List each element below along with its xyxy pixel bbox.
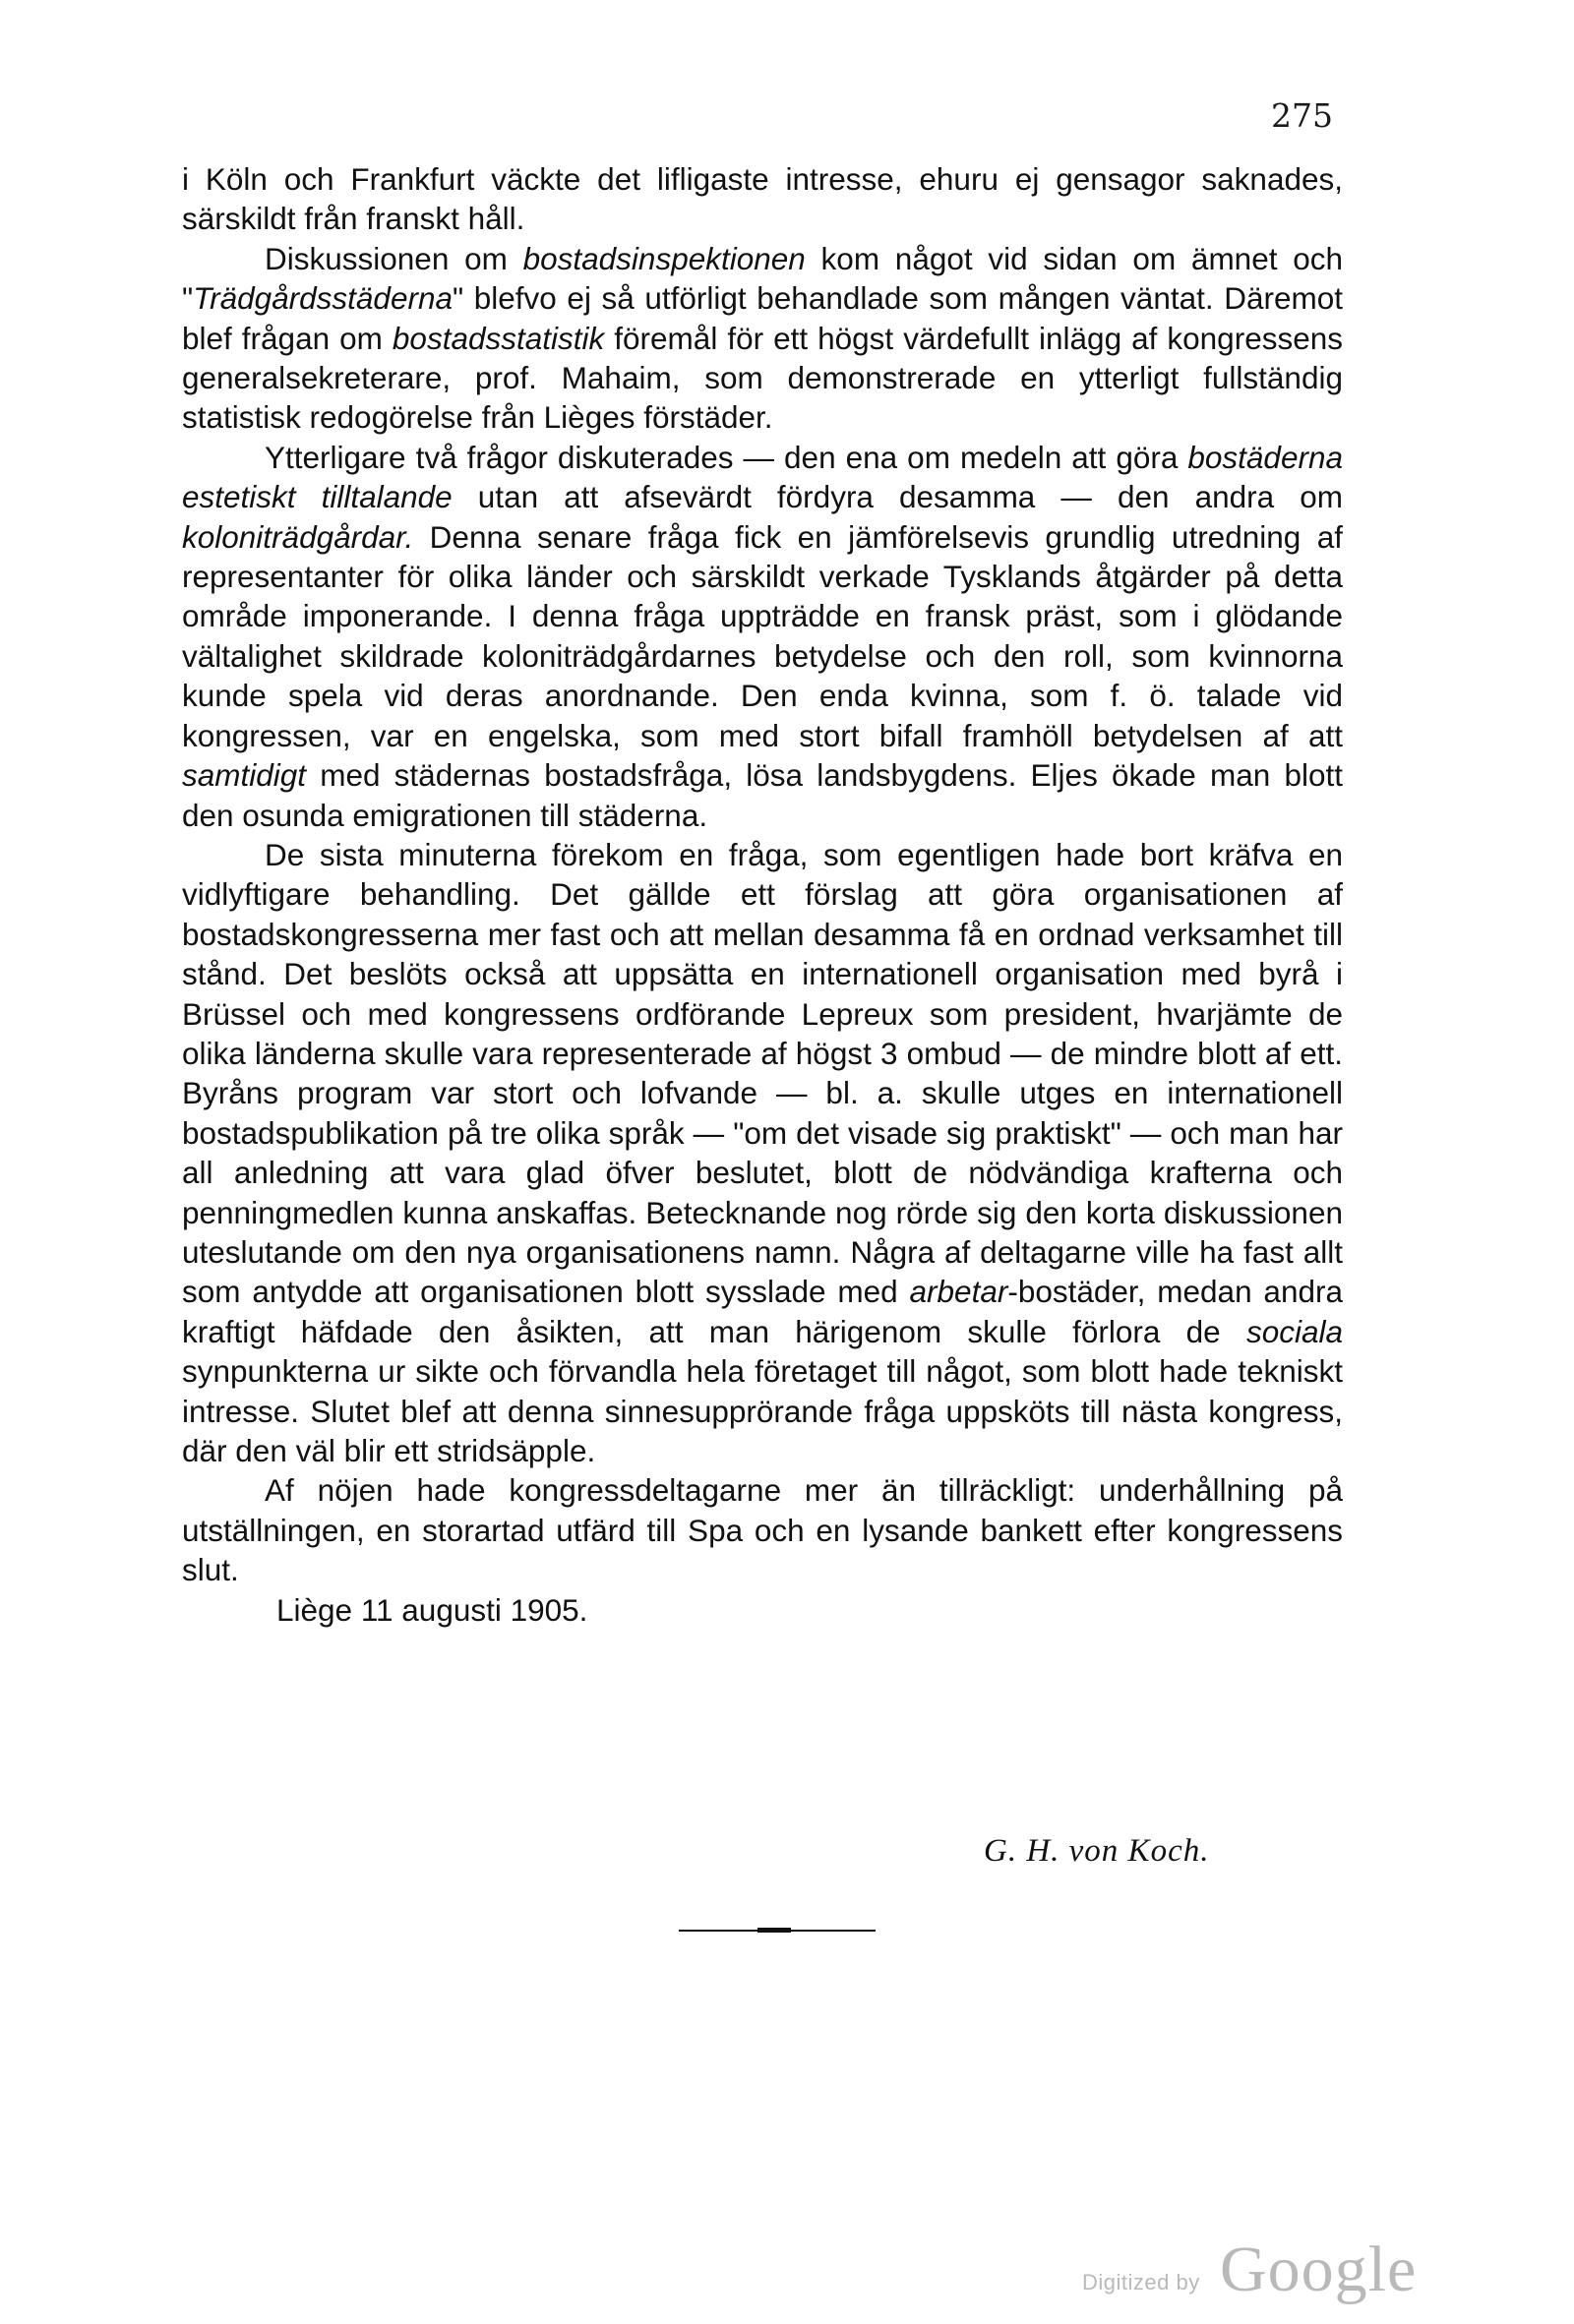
dateline-row	[182, 1590, 1343, 1630]
italic-text: arbetar	[909, 1274, 1008, 1310]
italic-text: Trädgårdsstäderna	[193, 280, 453, 317]
page-number: 275	[1271, 96, 1333, 135]
text-run: Af nöjen hade kongressdeltagarne mer än tillräckligt: underhållning på utställningen, en storartad utfärd till Spa och en lysande bankett efter kongressens slut.	[182, 1472, 1343, 1588]
text-run: Diskussionen om	[265, 240, 523, 276]
watermark-prefix: Digitized by	[1082, 2270, 1200, 2294]
italic-text: bostadsstatistik	[392, 320, 605, 356]
italic-text: samtidigt	[182, 757, 307, 794]
divider-ornament	[757, 1928, 791, 1933]
paragraph	[182, 239, 1343, 438]
paragraph	[182, 438, 1343, 835]
article-body	[182, 159, 1343, 1630]
paragraph	[182, 159, 1343, 239]
text-run: i Köln och Frankfurt väckte det lifligaste intresse, ehuru ej gensagor saknades, särskildt från franskt håll.	[182, 161, 1343, 237]
text-run: Ytterligare två frågor diskuterades — den ena om medeln att göra	[265, 439, 1188, 475]
text-run: utan att afsevärdt fördyra desamma — den andra om	[452, 479, 1344, 515]
text-run: De sista minuterna förekom en fråga, som egentligen hade bort kräfva en vidlyftigare behandling. Det gällde ett förslag att göra organisationen af bostadskongresserna mer fast och att mellan desamma få en ordnad verksamhet till stånd. Det beslöts också att uppsätta en internationell organisation med byrå i Brüssel och med kongressens ordförande Lepreux som president, hvarjämte de olika länderna skulle vara representerade af högst 3 ombud — de mindre blott af ett. Byråns program var stort och lofvande — bl. a. skulle utges en internationell bostadspublikation på tre olika språk — "om det visade sig praktiskt" — och man har all anledning att vara glad öfver beslutet, blott de nödvändiga krafterna och penningmedlen kunna anskaffas. Betecknande nog rörde sig den korta diskussionen uteslutande om den nya organisationens namn. Några af deltagarne ville ha fast allt som antydde att organisationen blott sysslade med	[182, 836, 1343, 1310]
text-run: synpunkterna ur sikte och förvandla hela företaget till något, som blott hade tekniskt intresse. Slutet blef att denna sinnesupprörande fråga uppsköts till nästa kongress, där den väl blir ett stridsäpple.	[182, 1353, 1343, 1468]
text-run: med städernas bostadsfråga, lösa landsbygdens. Eljes ökade man blott den osunda emigrationen till städerna.	[182, 757, 1343, 833]
dateline: Liège 11 augusti 1905.	[276, 1591, 588, 1628]
author-signature: G. H. von Koch.	[984, 1833, 1210, 1869]
text-run: -bostäder, medan andra kraftigt häfdade den åsikten, att man härigenom skulle förlora de	[182, 1274, 1343, 1349]
paragraph	[182, 835, 1343, 1471]
text-run: föremål för ett högst värdefullt inlägg af kongressens generalsekreterare, prof. Mahaim, som demonstrerade en ytterligt fullständig statistisk redogörelse från Lièges förstäder.	[182, 320, 1343, 436]
italic-text: koloniträdgårdar.	[182, 518, 414, 555]
paragraph	[182, 1470, 1343, 1589]
digitization-watermark	[1082, 2233, 1436, 2305]
text-run: kom något vid sidan om ämnet och "	[182, 240, 1344, 317]
text-run: Denna senare fråga fick en jämförelsevis grundlig utredning af representanter för olika länder och särskildt verkade Tysklands åtgärder på detta område imponerande. I denna fråga uppträdde en fransk präst, som i glödande vältalighet skildrade koloniträdgårdarnes betydelse och den roll, som kvinnorna kunde spela vid deras anordnande. Den enda kvinna, som f. ö. talade vid kongressen, var en engelska, som med stort bifall framhöll betydelsen af att	[182, 518, 1343, 753]
italic-text: bostadsinspektionen	[522, 240, 806, 276]
italic-text: bostäderna estetiskt tilltalande	[182, 439, 1343, 515]
text-run: " blefvo ej så utförligt behandlade som mången väntat. Däremot blef frågan om	[182, 280, 1343, 356]
google-logo: Google	[1220, 2234, 1418, 2305]
italic-text: sociala	[1245, 1313, 1343, 1349]
